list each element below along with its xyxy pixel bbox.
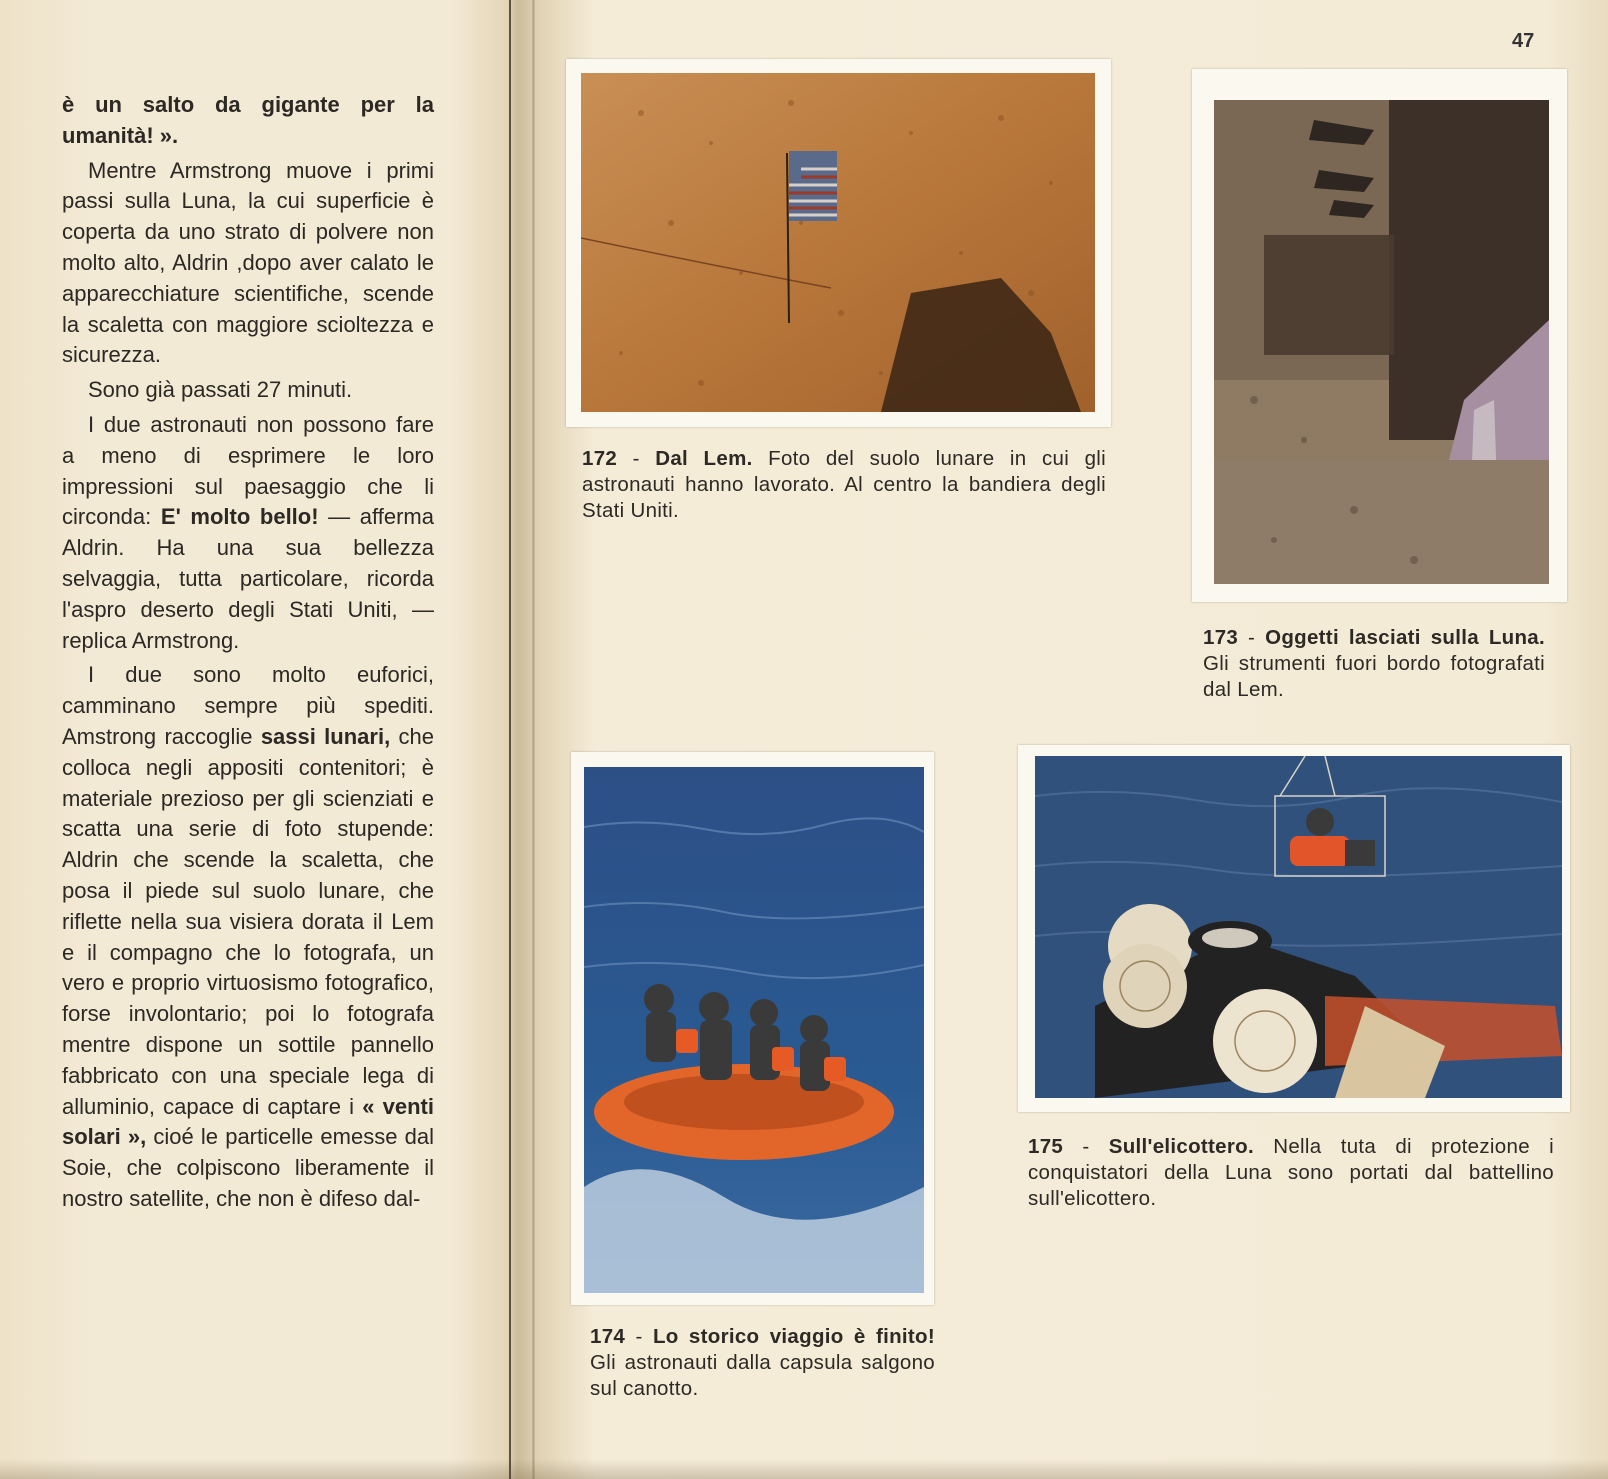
paragraph-2: Mentre Armstrong muove i primi passi sulla Luna, la cui superficie è coperta da uno strato di polvere non molto alto, Aldrin ,dopo aver calato le apparecchiature scientifiche, scende la scaletta con maggiore scioltezza e sicurezza.	[62, 157, 434, 368]
paragraph-1: è un salto da gigante per la umanità! ».	[62, 92, 434, 148]
caption-172-title: Dal Lem.	[655, 447, 753, 470]
caption-173-title: Oggetti lasciati sulla Luna.	[1265, 626, 1546, 649]
paragraph-5-end: cioé le particelle emesse dal Soie, che colpiscono liberamente il nostro satellite, che non è difeso dal-	[62, 1124, 434, 1211]
paragraph-3: Sono già passati 27 minuti.	[88, 377, 353, 403]
caption-175	[1028, 1134, 1554, 1212]
caption-174-number: 174	[590, 1325, 626, 1348]
page-number: 47	[1512, 30, 1535, 52]
photo-173-frame	[1192, 69, 1567, 602]
caption-172-separator: -	[617, 447, 656, 470]
caption-175-text: Nella tuta di protezione i conquistatori della Luna sono portati dal battellino sull'elicottero.	[1028, 1135, 1554, 1210]
caption-172	[582, 446, 1106, 524]
caption-173-separator: -	[1238, 626, 1266, 649]
caption-175-number: 175	[1028, 1135, 1064, 1158]
caption-175-separator: -	[1063, 1135, 1109, 1158]
paragraph-5	[62, 660, 434, 1214]
left-text-column	[62, 90, 434, 1219]
caption-174-text: Gli astronauti dalla capsula salgono sul canotto.	[590, 1351, 935, 1400]
photo-172-frame	[566, 59, 1111, 427]
photo-175-frame	[1018, 745, 1570, 1112]
caption-174-title: Lo storico viaggio è finito!	[652, 1325, 935, 1348]
paragraph-5-start: I due sono molto euforici, camminano sempre più spediti. Amstrong raccoglie	[62, 662, 434, 749]
caption-175-title: Sull'elicottero.	[1108, 1135, 1254, 1158]
caption-173-text: Gli strumenti fuori bordo fotografati dal Lem.	[1203, 652, 1545, 701]
photo-173-lunar-objects	[1214, 100, 1549, 584]
paragraph-5-emphasis-2: « venti solari »,	[62, 1093, 434, 1150]
paragraph-5-middle: che colloca negli appositi contenitori; è materiale prezioso per gli scienziati e scatta una serie di foto stupende: Aldrin che scende la scaletta, che posa il piede sul suolo lunare, che riflette nella sua visiera dorata il Lem e il compagno che lo fotografa, un vero e proprio virtuosismo fotografico, forse involontario; poi lo fotografa mentre dispone un sottile pannello fabbricato con una speciale lega di alluminio, capace di captare i	[62, 723, 434, 1119]
caption-174-separator: -	[625, 1325, 653, 1348]
photo-174-frame	[571, 752, 934, 1305]
photo-175-helicopter-pickup	[1035, 756, 1562, 1098]
bottom-shadow	[0, 1459, 1608, 1479]
caption-173	[1203, 625, 1545, 703]
caption-172-number: 172	[582, 447, 618, 470]
caption-174	[590, 1324, 935, 1402]
photo-174-raft	[584, 767, 924, 1293]
paragraph-5-emphasis-1: sassi lunari,	[260, 723, 391, 749]
paragraph-4-start: I due astronauti non possono fare a meno di esprimere le loro impressioni sul paesaggio che li circonda:	[62, 411, 434, 530]
page-crease	[532, 0, 535, 1479]
paragraph-4-emphasis: E' molto bello!	[160, 504, 319, 530]
gutter-line	[509, 0, 511, 1479]
paragraph-4	[62, 410, 434, 656]
photo-172-moon-flag	[581, 73, 1095, 412]
caption-172-text: Foto del suolo lunare in cui gli astronauti hanno lavorato. Al centro la bandiera degli Stati Uniti.	[582, 447, 1106, 522]
paragraph-4-end: — afferma Aldrin. Ha una sua bellezza selvaggia, tutta particolare, ricorda l'aspro deserto degli Stati Uniti, — replica Armstrong.	[62, 504, 434, 653]
caption-173-number: 173	[1203, 626, 1239, 649]
